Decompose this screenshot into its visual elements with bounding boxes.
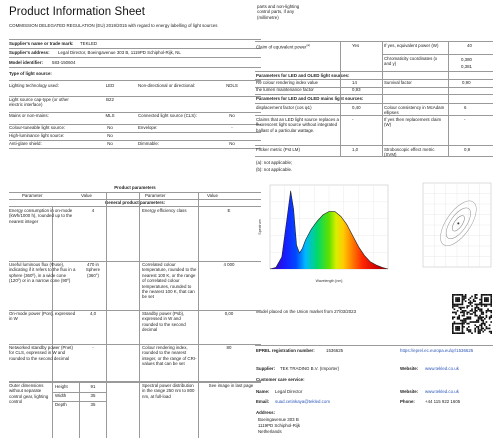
model-value: 583-150604 xyxy=(52,60,76,65)
type-row-value: No xyxy=(107,125,113,130)
supplier-address-value: Legal Director, Boeingavenue 303 B, 1119PD Schiphol-Rijk, NL xyxy=(58,50,181,55)
spd-label: Spectral power distribution in the range 250 nm to 800 nm, at full-load xyxy=(142,383,195,399)
type-row-label2: Dimmable: xyxy=(138,141,159,146)
mains-divider xyxy=(255,145,493,146)
led-label: R9 colour rendering index value xyxy=(256,80,318,85)
gp-param-value2: 4 000 xyxy=(223,262,235,267)
type-row-value2: No xyxy=(229,141,235,146)
type-row-value2: No xyxy=(229,113,235,118)
eprel-link[interactable]: https://eprel.ec.europa.eu/qr/1536625 xyxy=(400,348,474,353)
page-title: Product Information Sheet xyxy=(9,6,146,18)
mains-value2: 0,9 xyxy=(464,147,471,152)
value-col-header-2: Value xyxy=(207,193,218,198)
mains-label2: If yes then replacement claim (W) xyxy=(384,117,442,128)
model-label: Model identifier: xyxy=(9,60,43,65)
model-placed: Model placed on the Union market from 27/03/2023 xyxy=(256,309,357,314)
type-row-divider xyxy=(9,148,261,149)
type-row-label2: Non-directional or directional: xyxy=(138,83,196,88)
type-row-label: High-luminance light source: xyxy=(9,133,65,138)
spectrum-ylabel: Spectrum xyxy=(258,219,262,235)
led-value2: 0,90 xyxy=(462,80,471,85)
chromaticity-y: 0,381 xyxy=(461,64,472,69)
led-value: 14 xyxy=(352,80,357,85)
led-header: Parameters for LED and OLED light sources: xyxy=(256,73,350,78)
gp-param-value: 4 xyxy=(91,208,95,213)
phone-label: Phone: xyxy=(400,399,415,404)
mains-label2: Stroboscopic effect metric (SVM) xyxy=(384,147,435,158)
gp-param-value2: E xyxy=(227,208,231,213)
type-row-label: Mains or non-mains: xyxy=(9,113,49,118)
led-value: 0,93 xyxy=(352,87,361,92)
mains-label: Flicker metric (Pst LM) xyxy=(256,147,300,152)
claim-equiv-value: Yes xyxy=(352,43,360,48)
mains-label2: Colour consistency in McAdam ellipses xyxy=(384,105,445,116)
type-row-label: Anti-glare shield: xyxy=(9,141,42,146)
qr-code[interactable] xyxy=(452,294,492,334)
chromaticity-x: 0,380 xyxy=(461,57,472,62)
spectrum-xlabel: Wavelength [nm] xyxy=(315,279,343,283)
mains-label: displacement factor (cos φ1) xyxy=(256,105,312,110)
website2-link[interactable]: www.tekled.co.uk xyxy=(425,389,459,394)
gp-param-value: - xyxy=(92,345,94,350)
dims-key: Depth xyxy=(55,402,67,407)
led-label: the lumen maintenance factor xyxy=(256,87,314,92)
spectrum-chart xyxy=(256,181,416,283)
gp-param-label: Useful luminous flux (Φuse), indicating if it refers to the flux in a sphere (360º), in a wide cone (120º) or in a narrow cone (90º) xyxy=(9,262,76,284)
name-value: Legal Director xyxy=(275,389,303,394)
product-params-header: Product parameters xyxy=(114,185,156,190)
equiv-power-label: If yes, equivalent power (W) xyxy=(384,43,439,48)
mains-header: Parameters for LED and OLED mains light sources: xyxy=(256,96,364,101)
gp-row-divider xyxy=(9,381,261,382)
chromaticity-point xyxy=(457,222,459,224)
type-row-value: No xyxy=(107,141,113,146)
phone-value: +44 115 922 1605 xyxy=(425,399,461,404)
type-row-value: MLS xyxy=(105,113,115,118)
supplier-value: TEK TRADING B.V. (Importer) xyxy=(280,366,340,371)
chromaticity-label: Chromaticity coordinates (x and y) xyxy=(384,56,438,67)
type-row-value2: - xyxy=(231,125,233,130)
mains-divider xyxy=(255,115,493,116)
website-label: Website: xyxy=(400,366,419,371)
type-row-value: LED xyxy=(105,83,115,88)
supplier-name-label: Supplier's name or trade mark: xyxy=(9,41,74,46)
note-a: (a): not applicable; xyxy=(256,160,293,165)
mains-label: Claims that an LED light source replaces a fluorescent light source without integrated ballast of a particular wattage. xyxy=(256,117,339,133)
gp-param-label2: Standby power (Psb), expressed in W and rounded to the second decimal xyxy=(142,311,186,333)
type-row-label2: Envelope: xyxy=(138,125,158,130)
gp-param-label: Energy consumption in on-mode (kWh/1000 h), rounded up to the nearest integer xyxy=(9,208,73,224)
general-params-header: General product parameters: xyxy=(104,200,166,205)
mains-value2: - xyxy=(464,117,466,122)
gp-param-value: 4,0 xyxy=(89,311,97,316)
mains-value: 1,0 xyxy=(352,147,359,152)
address-line-2: 1119PD Schiphol-Rijk xyxy=(258,423,301,428)
gp-param-label2: Colour rendering index, rounded to the nearest integer, or the range of CRI-values that can be set xyxy=(142,345,197,367)
dims-value: 35 xyxy=(90,393,96,398)
qr-code-icon xyxy=(452,294,492,334)
address-line-3: Netherlands xyxy=(258,429,282,434)
led-label2: Survival factor xyxy=(384,80,412,85)
mains-value2: 6 xyxy=(464,105,467,110)
value-col-header-1: Value xyxy=(81,193,92,198)
email-link[interactable]: suad.cetinkaya@tekled.com xyxy=(275,399,330,404)
type-row-value2: NDLS xyxy=(226,83,238,88)
type-row-value: B22 xyxy=(106,97,114,102)
param-col-header-1: Parameter xyxy=(22,193,43,198)
website2-label: Website: xyxy=(400,389,419,394)
email-label: Email: xyxy=(256,399,270,404)
website-link[interactable]: www.tekled.co.uk xyxy=(425,366,459,371)
type-row-label: Lighting technology used: xyxy=(9,83,59,88)
dims-value: 91 xyxy=(90,384,96,389)
gp-param-label2: Energy efficiency class xyxy=(142,208,187,213)
customer-service-label: Customer care service: xyxy=(256,377,305,382)
dims-value: 35 xyxy=(90,402,96,407)
spd-value: See image in last page xyxy=(208,383,254,388)
supplier-name-value: TEKLED xyxy=(80,41,98,46)
address-line-1: Boeingavenue 303 B xyxy=(258,417,299,422)
type-row-label: Colour-tuneable light source: xyxy=(9,125,66,130)
param-col-header-2: Parameter xyxy=(145,193,166,198)
supplier-address-label: Supplier's address: xyxy=(9,50,50,55)
eprel-value: 1536625 xyxy=(326,348,344,353)
type-header: Type of light source: xyxy=(9,71,52,76)
claim-equiv-label: Claim of equivalent power$^{(a)}$ xyxy=(256,43,311,50)
equiv-power-value: 40 xyxy=(467,43,472,48)
address-label: Address: xyxy=(256,410,276,415)
gp-param-label: On-mode power (Pon), expressed in W xyxy=(9,311,76,322)
name-label: Name: xyxy=(256,389,270,394)
type-row-label2: Connected light source (CLS): xyxy=(138,113,197,118)
note-b: (b): not applicable. xyxy=(256,167,293,172)
gp-param-value2: 0,00 xyxy=(224,311,234,316)
gp-param-value: 470 in Sphere (360°) xyxy=(85,262,101,278)
mains-value: 0,40 xyxy=(352,105,361,110)
dims-key: Width xyxy=(55,393,67,398)
right-top-text: parts and non-lighting control parts, if any (millimetre) xyxy=(257,4,300,20)
gp-param-value2: 80 xyxy=(226,345,232,350)
gp-param-label: Networked standby power (Pnet) for CLS, expressed in W and rounded to the second decimal xyxy=(9,345,73,361)
supplier-label: Supplier: xyxy=(256,366,276,371)
dims-key: Height xyxy=(55,384,68,389)
mcadam-ellipse-chart xyxy=(415,180,495,276)
gp-param-label2: Correlated colour temperature, rounded to the nearest 100 K, or the range of correlated colour temperatures, rounded to the nearest 100 K, that can be set xyxy=(142,262,197,300)
type-row-value: No xyxy=(107,133,113,138)
dims-label: Outer dimensions without separate control gear, lighting control xyxy=(9,383,49,405)
type-row-label: Light source cap-type (or other electric interface) xyxy=(9,97,69,108)
eprel-label: EPREL registration number: xyxy=(256,348,315,353)
regulation-text: COMMISSION DELEGATED REGULATION (EU) 2019/2015 with regard to energy labelling of light sources xyxy=(9,23,218,28)
mains-value: - xyxy=(352,117,354,122)
